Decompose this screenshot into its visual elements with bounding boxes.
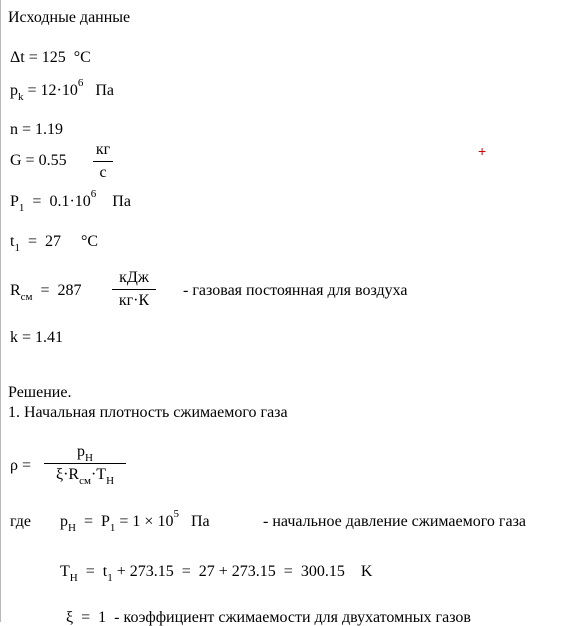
G-unit-fraction: кг с [93,142,113,181]
Rcm-note: - газовая постоянная для воздуха [183,282,408,299]
Rcm-unit-fraction: кДж кг·К [112,270,156,309]
step1-heading: 1. Начальная плотность сжимаемого газа [8,404,288,421]
k-line[interactable]: k = 1.41 [10,329,64,346]
pH-line[interactable]: $p_Н = P_1 = 1 \times 10^5$ Па [60,508,210,534]
TH-line[interactable]: $T_Н = t_1 + 273.15 = 27 + 273.15 = 300.15$ K [60,563,373,584]
t1-line[interactable]: $t_1 = 27$ °C [10,233,99,254]
crosshair-cursor-icon: + [478,143,487,159]
Rcm-line[interactable]: $R_{см} = 287$ [10,282,82,303]
n-line[interactable]: n = 1.19 [10,121,64,138]
pk-line[interactable]: $p_k = 12\cdot 10^6$ Па [10,77,115,103]
left-border [0,0,1,622]
rho-lhs[interactable]: ρ = [10,457,32,474]
density-fraction[interactable]: $p_Н$ $\xi\cdot R_{см}\cdot T_Н$ [44,444,126,483]
G-line[interactable]: G = 0.55 [10,152,67,169]
solution-heading: Решение. [8,384,72,401]
pH-note: - начальное давление сжимаемого газа [263,513,526,530]
xi-line[interactable]: ξ = 1 - коэффициент сжимаемости для двухатомных газов [66,609,471,626]
delta-t-line[interactable]: Δt = 125 °C [10,49,91,66]
where-label: где [10,513,32,530]
input-data-heading: Исходные данные [8,9,131,26]
unit-celsius: °C [73,49,91,66]
P1-line[interactable]: $P_1 = 0.1\cdot 10^6$ Па [10,188,131,214]
